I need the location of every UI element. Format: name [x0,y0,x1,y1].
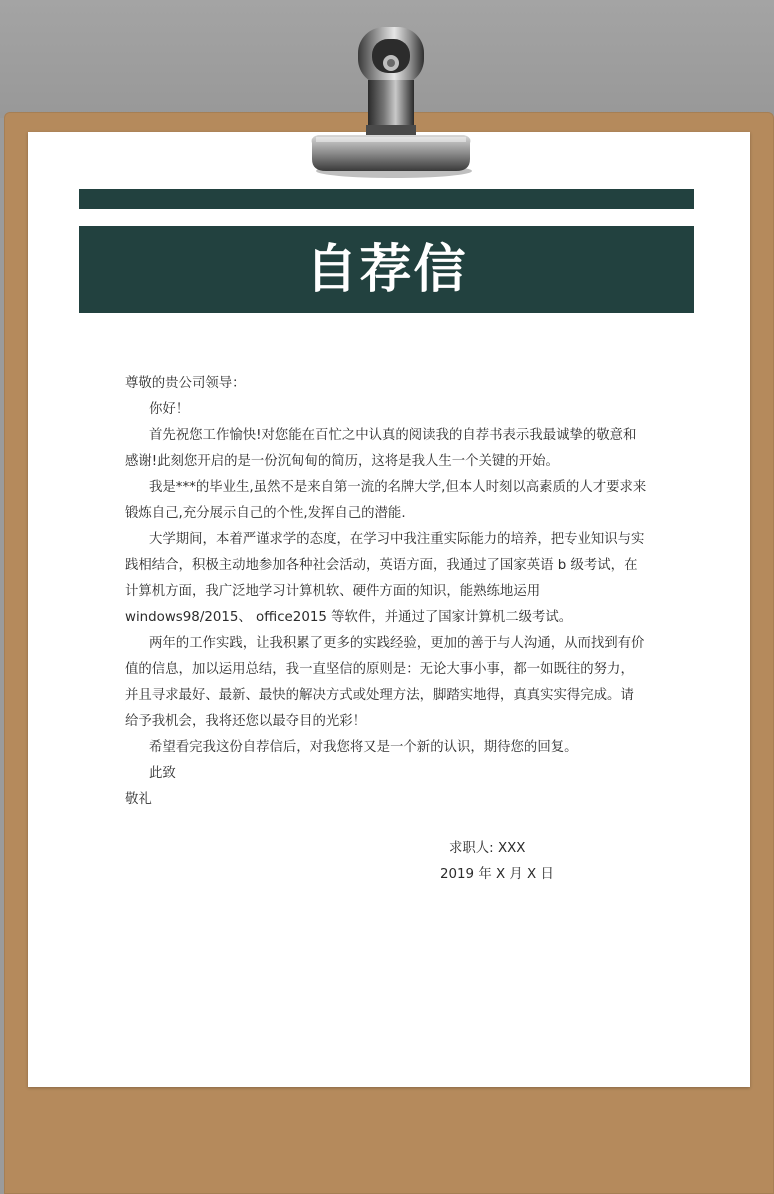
paragraph-opening: 首先祝您工作愉快!对您能在百忙之中认真的阅读我的自荐书表示我最诚挚的敬意和感谢!此刻您开启的是一份沉甸甸的简历，这将是我人生一个关键的开始。 [125,428,637,469]
document-title: 自荐信 [305,239,468,300]
greeting: 尊敬的贵公司领导： [125,376,246,391]
signature-block [440,836,554,888]
header-accent-bar [79,189,694,209]
title-banner [79,226,694,313]
paragraph-background: 我是***的毕业生,虽然不是来自第一流的名牌大学,但本人时刻以高素质的人才要求来锻炼自己,充分展示自己的个性,发挥自己的潜能. [125,480,647,521]
paragraph-hope: 希望看完我这份自荐信后，对我您将又是一个新的认识，期待您的回复。 [149,740,578,755]
paragraph-university: 大学期间，本着严谨求学的态度，在学习中我注重实际能力的培养，把专业知识与实践相结合，积极主动地参加各种社会活动，英语方面，我通过了国家英语 b 级考试，在计算机方面，我广泛地学习计算机软、硬件方面的知识，能熟练地运用 windows98/2015、 office2015 等软件，并通过了国家计算机二级考试。 [125,532,645,625]
salutation: 你好！ [149,402,190,417]
letter-date: 2019 年 X 月 X 日 [440,867,554,882]
closing-jingli: 敬礼 [125,792,152,807]
paragraph-experience: 两年的工作实践，让我积累了更多的实践经验，更加的善于与人沟通，从而找到有价值的信息，加以运用总结，我一直坚信的原则是：无论大事小事，都一如既往的努力，并且寻求最好、最新、最快的解决方式或处理方法，脚踏实地得，真真实实得完成。请给予我机会，我将还您以最夺目的光彩！ [125,636,645,729]
closing-cizhi: 此致 [149,766,176,781]
binder-clip-icon [306,25,476,180]
letter-body [125,371,647,813]
applicant-name: 求职人: XXX [449,841,526,856]
